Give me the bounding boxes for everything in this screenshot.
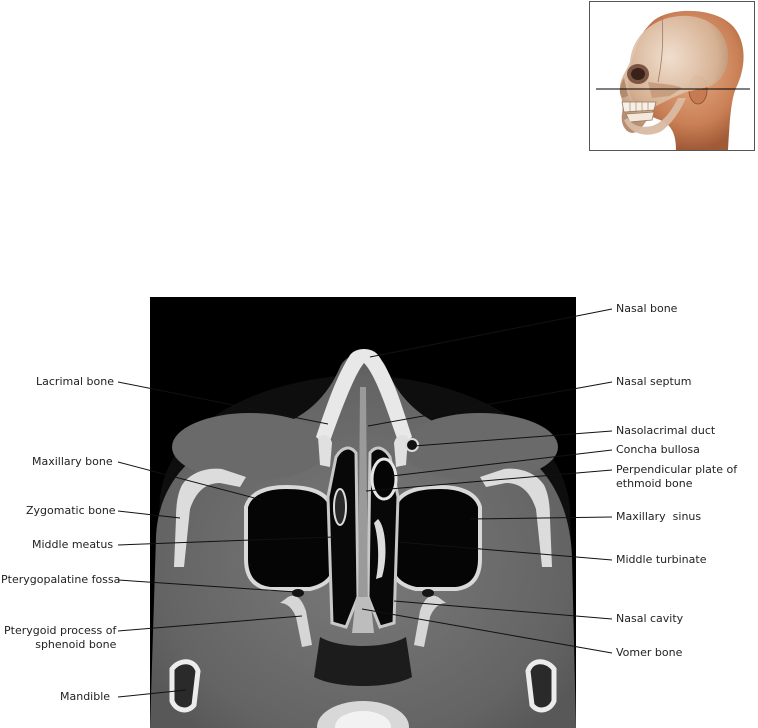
ct-scan-drawing xyxy=(150,297,576,728)
label-pterygoid-process: Pterygoid process of sphenoid bone xyxy=(4,624,117,651)
label-nasal-bone: Nasal bone xyxy=(616,302,678,315)
label-nasal-septum: Nasal septum xyxy=(616,375,692,388)
label-middle-meatus: Middle meatus xyxy=(32,538,114,551)
label-vomer-bone: Vomer bone xyxy=(616,646,683,659)
label-mandible: Mandible xyxy=(60,690,111,703)
label-nasal-cavity: Nasal cavity xyxy=(616,612,684,625)
label-maxillary-bone: Maxillary bone xyxy=(32,455,113,468)
label-perpendicular-plate: Perpendicular plate of ethmoid bone xyxy=(616,463,738,490)
label-zygomatic-bone: Zygomatic bone xyxy=(26,504,116,517)
skull-head-illustration xyxy=(590,2,755,151)
label-lacrimal-bone: Lacrimal bone xyxy=(36,375,114,388)
orientation-inset xyxy=(589,1,755,151)
label-middle-turbinate: Middle turbinate xyxy=(616,553,707,566)
label-nasolacrimal-duct: Nasolacrimal duct xyxy=(616,424,716,437)
label-maxillary-sinus: Maxillary sinus xyxy=(616,510,702,523)
label-concha-bullosa: Concha bullosa xyxy=(616,443,700,456)
ct-axial-scan xyxy=(150,297,576,728)
label-pterygopalatine-fossa: Pterygopalatine fossa xyxy=(1,573,121,586)
